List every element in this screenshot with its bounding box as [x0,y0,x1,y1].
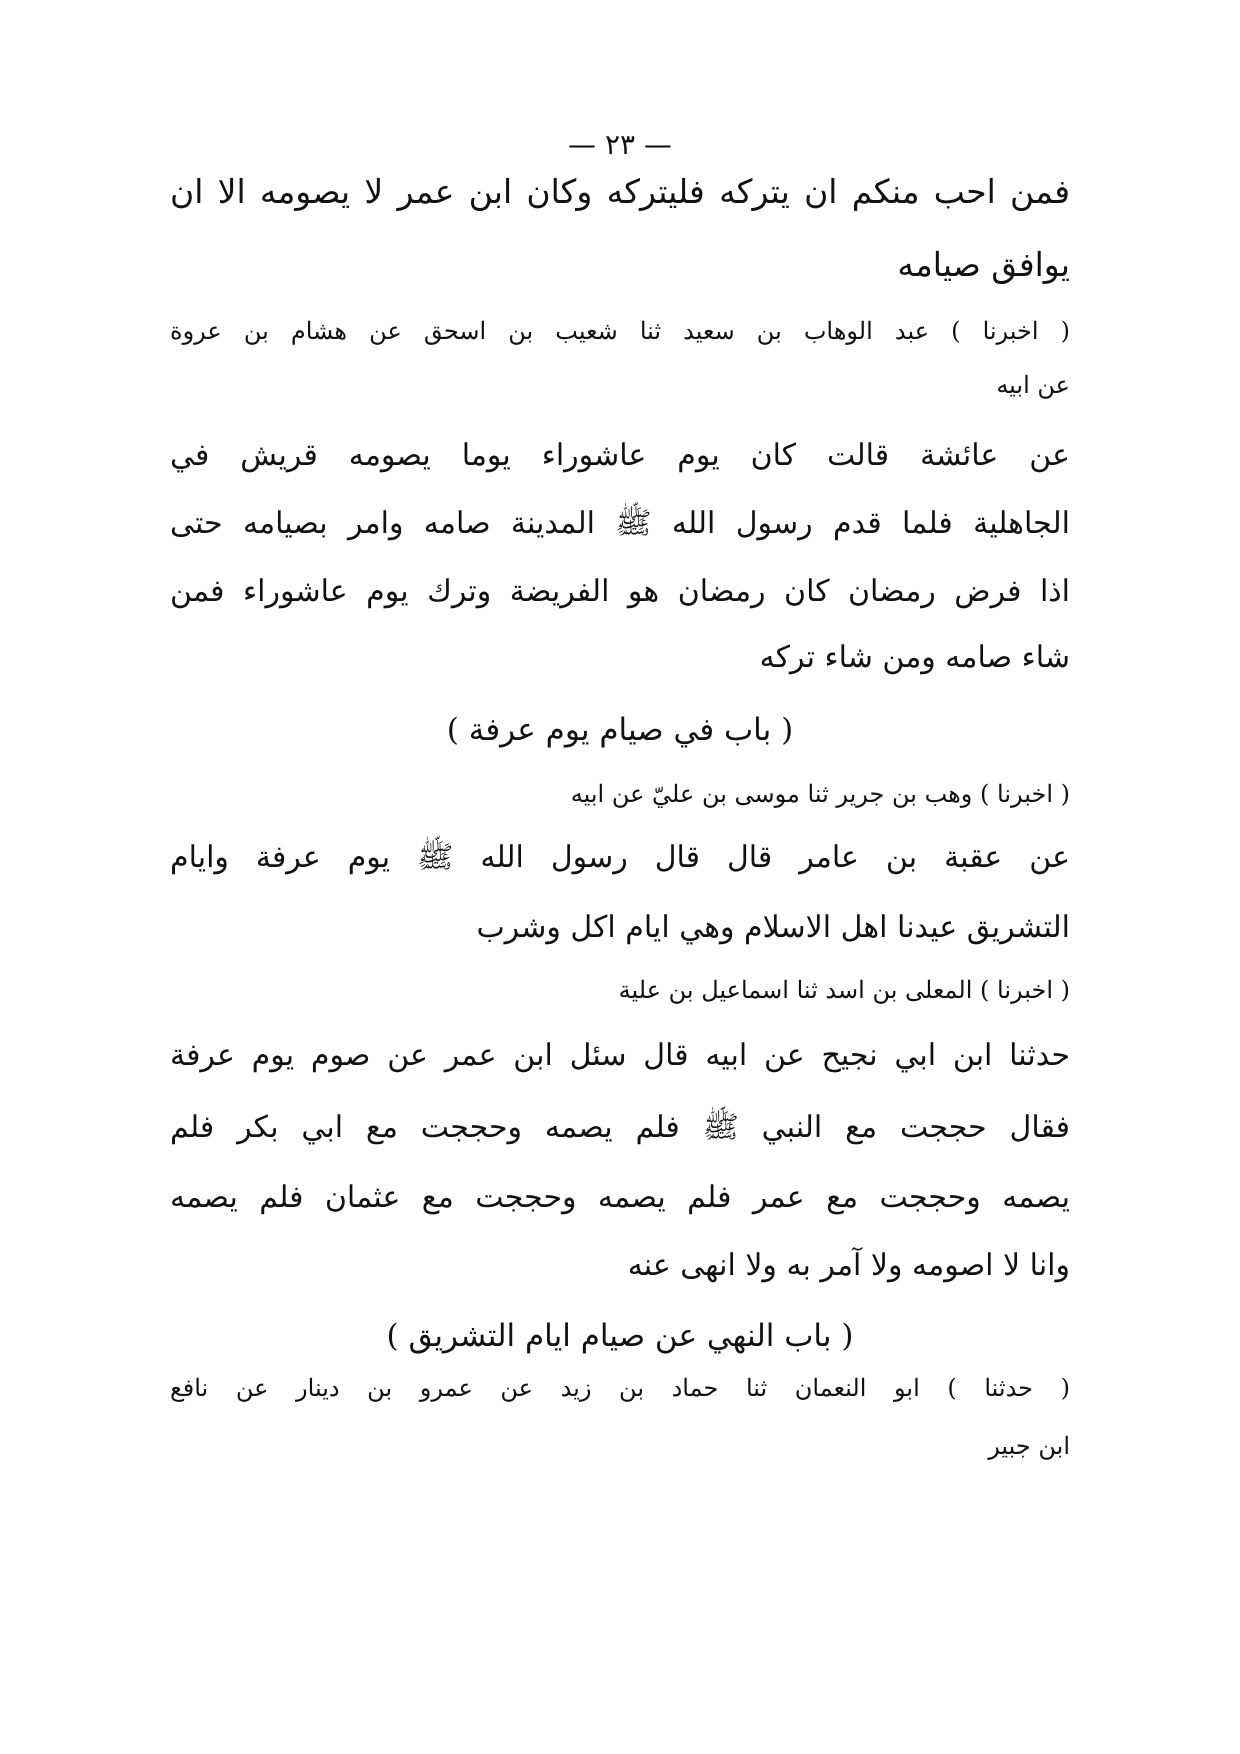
isnad-line: ابن جبير [988,1432,1070,1460]
text-line: فمن احب منكم ان يتركه فليتركه وكان ابن عمر لا يصومه الا ان [170,172,1070,211]
text-line: فقال حججت مع النبي ﷺ فلم يصمه وحججت مع ابي بكر فلم [170,1110,1070,1145]
text-line: عن عائشة قالت كان يوم عاشوراء يوما يصومه قريش في [170,438,1070,473]
text-line: عن عقبة بن عامر قال قال رسول الله ﷺ يوم عرفة وايام [170,840,1070,875]
isnad-line: ( حدثنا ) ابو النعمان ثنا حماد بن زيد عن عمرو بن دينار عن نافع [170,1374,1070,1402]
isnad-line: عن ابيه [996,371,1070,399]
text-line: الجاهلية فلما قدم رسول الله ﷺ المدينة صامه وامر بصيامه حتى [170,506,1070,541]
text-line: حدثنا ابن ابي نجيح عن ابيه قال سئل ابن عمر عن صوم يوم عرفة [170,1038,1070,1073]
text-line: يوافق صيامه [897,245,1070,284]
page-number: — ٢٣ — [568,128,672,161]
isnad-line: ( اخبرنا ) المعلى بن اسد ثنا اسماعيل بن علية [618,976,1070,1004]
isnad-line: ( اخبرنا ) وهب بن جرير ثنا موسى بن عليّ عن ابيه [570,780,1070,808]
isnad-line: ( اخبرنا ) عبد الوهاب بن سعيد ثنا شعيب بن اسحق عن هشام بن عروة [170,317,1070,345]
text-line: يصمه وحججت مع عمر فلم يصمه وحججت مع عثمان فلم يصمه [170,1180,1070,1215]
chapter-heading: ( باب في صيام يوم عرفة ) [446,712,794,748]
chapter-heading: ( باب النهي عن صيام ايام التشريق ) [386,1318,854,1354]
text-line: وانا لا اصومه ولا آمر به ولا انهى عنه [627,1248,1070,1283]
text-line: شاء صامه ومن شاء تركه [759,640,1070,675]
text-line: اذا فرض رمضان كان رمضان هو الفريضة وترك يوم عاشوراء فمن [170,574,1070,609]
text-line: التشريق عيدنا اهل الاسلام وهي ايام اكل وشرب [476,910,1070,945]
